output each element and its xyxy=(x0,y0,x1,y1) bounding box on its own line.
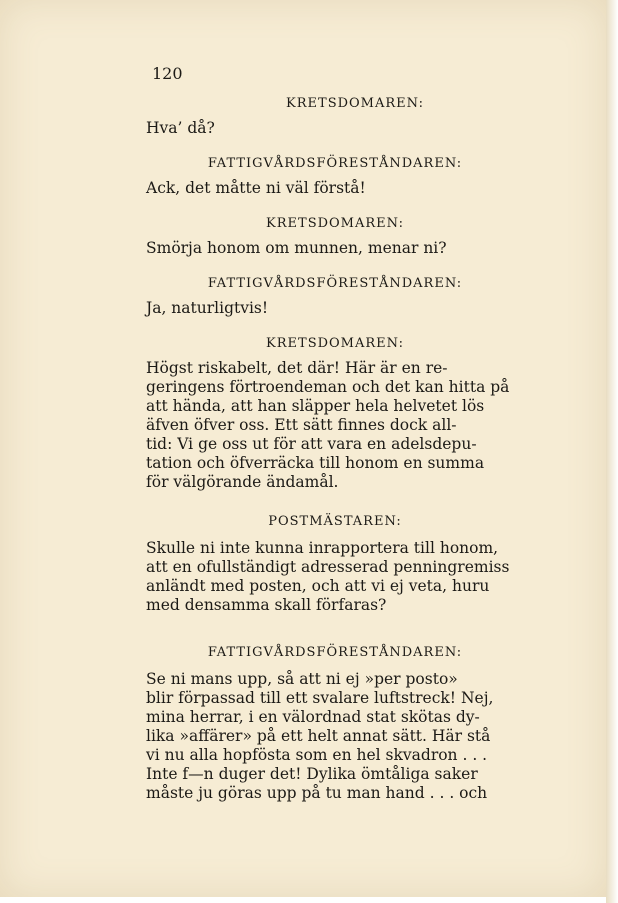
speech-line: Högst riskabelt, det där! Här är en re- xyxy=(146,359,448,377)
speech-line: att hända, att han släpper hela helvetet lös xyxy=(146,397,485,415)
speech-paragraph xyxy=(146,359,524,492)
speech-line: tid: Vi ge oss ut för att vara en adelsdepu- xyxy=(146,435,477,453)
speech-line: geringens förtroendeman och det kan hitta på xyxy=(146,378,510,396)
speaker-name: FATTIGVÅRDSFÖRESTÅNDAREN: xyxy=(207,156,463,171)
page-edge xyxy=(606,0,618,903)
speech-line: Ja, naturligtvis! xyxy=(146,299,269,317)
speaker-name: KRETSDOMAREN: xyxy=(266,216,404,231)
speech-line: med densamma skall förfaras? xyxy=(146,596,387,614)
speech-line: vi nu alla hopfösta som en hel skvadron . . . xyxy=(146,746,488,764)
speech-line: Se ni mans upp, så att ni ej »per posto» xyxy=(146,670,458,688)
speech-line: måste ju göras upp på tu man hand . . . och xyxy=(146,784,488,802)
dialogue-text xyxy=(146,96,524,803)
speech-line: tation och öfverräcka till honom en summa xyxy=(146,454,485,472)
speech-line: Ack, det måtte ni väl förstå! xyxy=(146,179,366,197)
speech-paragraph xyxy=(146,539,524,615)
speech-line: Skulle ni inte kunna inrapportera till honom, xyxy=(146,539,499,557)
speech-line: blir förpassad till ett svalare luftstreck! Nej, xyxy=(146,689,494,707)
page-number: 120 xyxy=(152,64,183,83)
speech-line: äfven öfver oss. Ett sätt finnes dock all- xyxy=(146,416,457,434)
speech-line: mina herrar, i en välordnad stat skötas dy- xyxy=(146,708,480,726)
speech-line: lika »affärer» på ett helt annat sätt. Här stå xyxy=(146,727,491,745)
speaker-name: KRETSDOMAREN: xyxy=(286,96,424,111)
speaker-name: POSTMÄSTAREN: xyxy=(268,514,402,529)
speaker-name: FATTIGVÅRDSFÖRESTÅNDAREN: xyxy=(207,276,463,291)
speech-line: Hva’ då? xyxy=(146,119,215,137)
speech-paragraph xyxy=(146,670,524,803)
speech-line: att en ofullständigt adresserad penningremiss xyxy=(146,558,510,576)
speaker-name: FATTIGVÅRDSFÖRESTÅNDAREN: xyxy=(207,645,463,660)
speaker-name: KRETSDOMAREN: xyxy=(266,336,404,351)
speech-line: anländt med posten, och att vi ej veta, huru xyxy=(146,577,490,595)
speech-line: Inte f—n duger det! Dylika ömtåliga saker xyxy=(146,765,478,783)
speech-line: Smörja honom om munnen, menar ni? xyxy=(146,239,447,257)
speech-line: för välgörande ändamål. xyxy=(146,473,339,491)
